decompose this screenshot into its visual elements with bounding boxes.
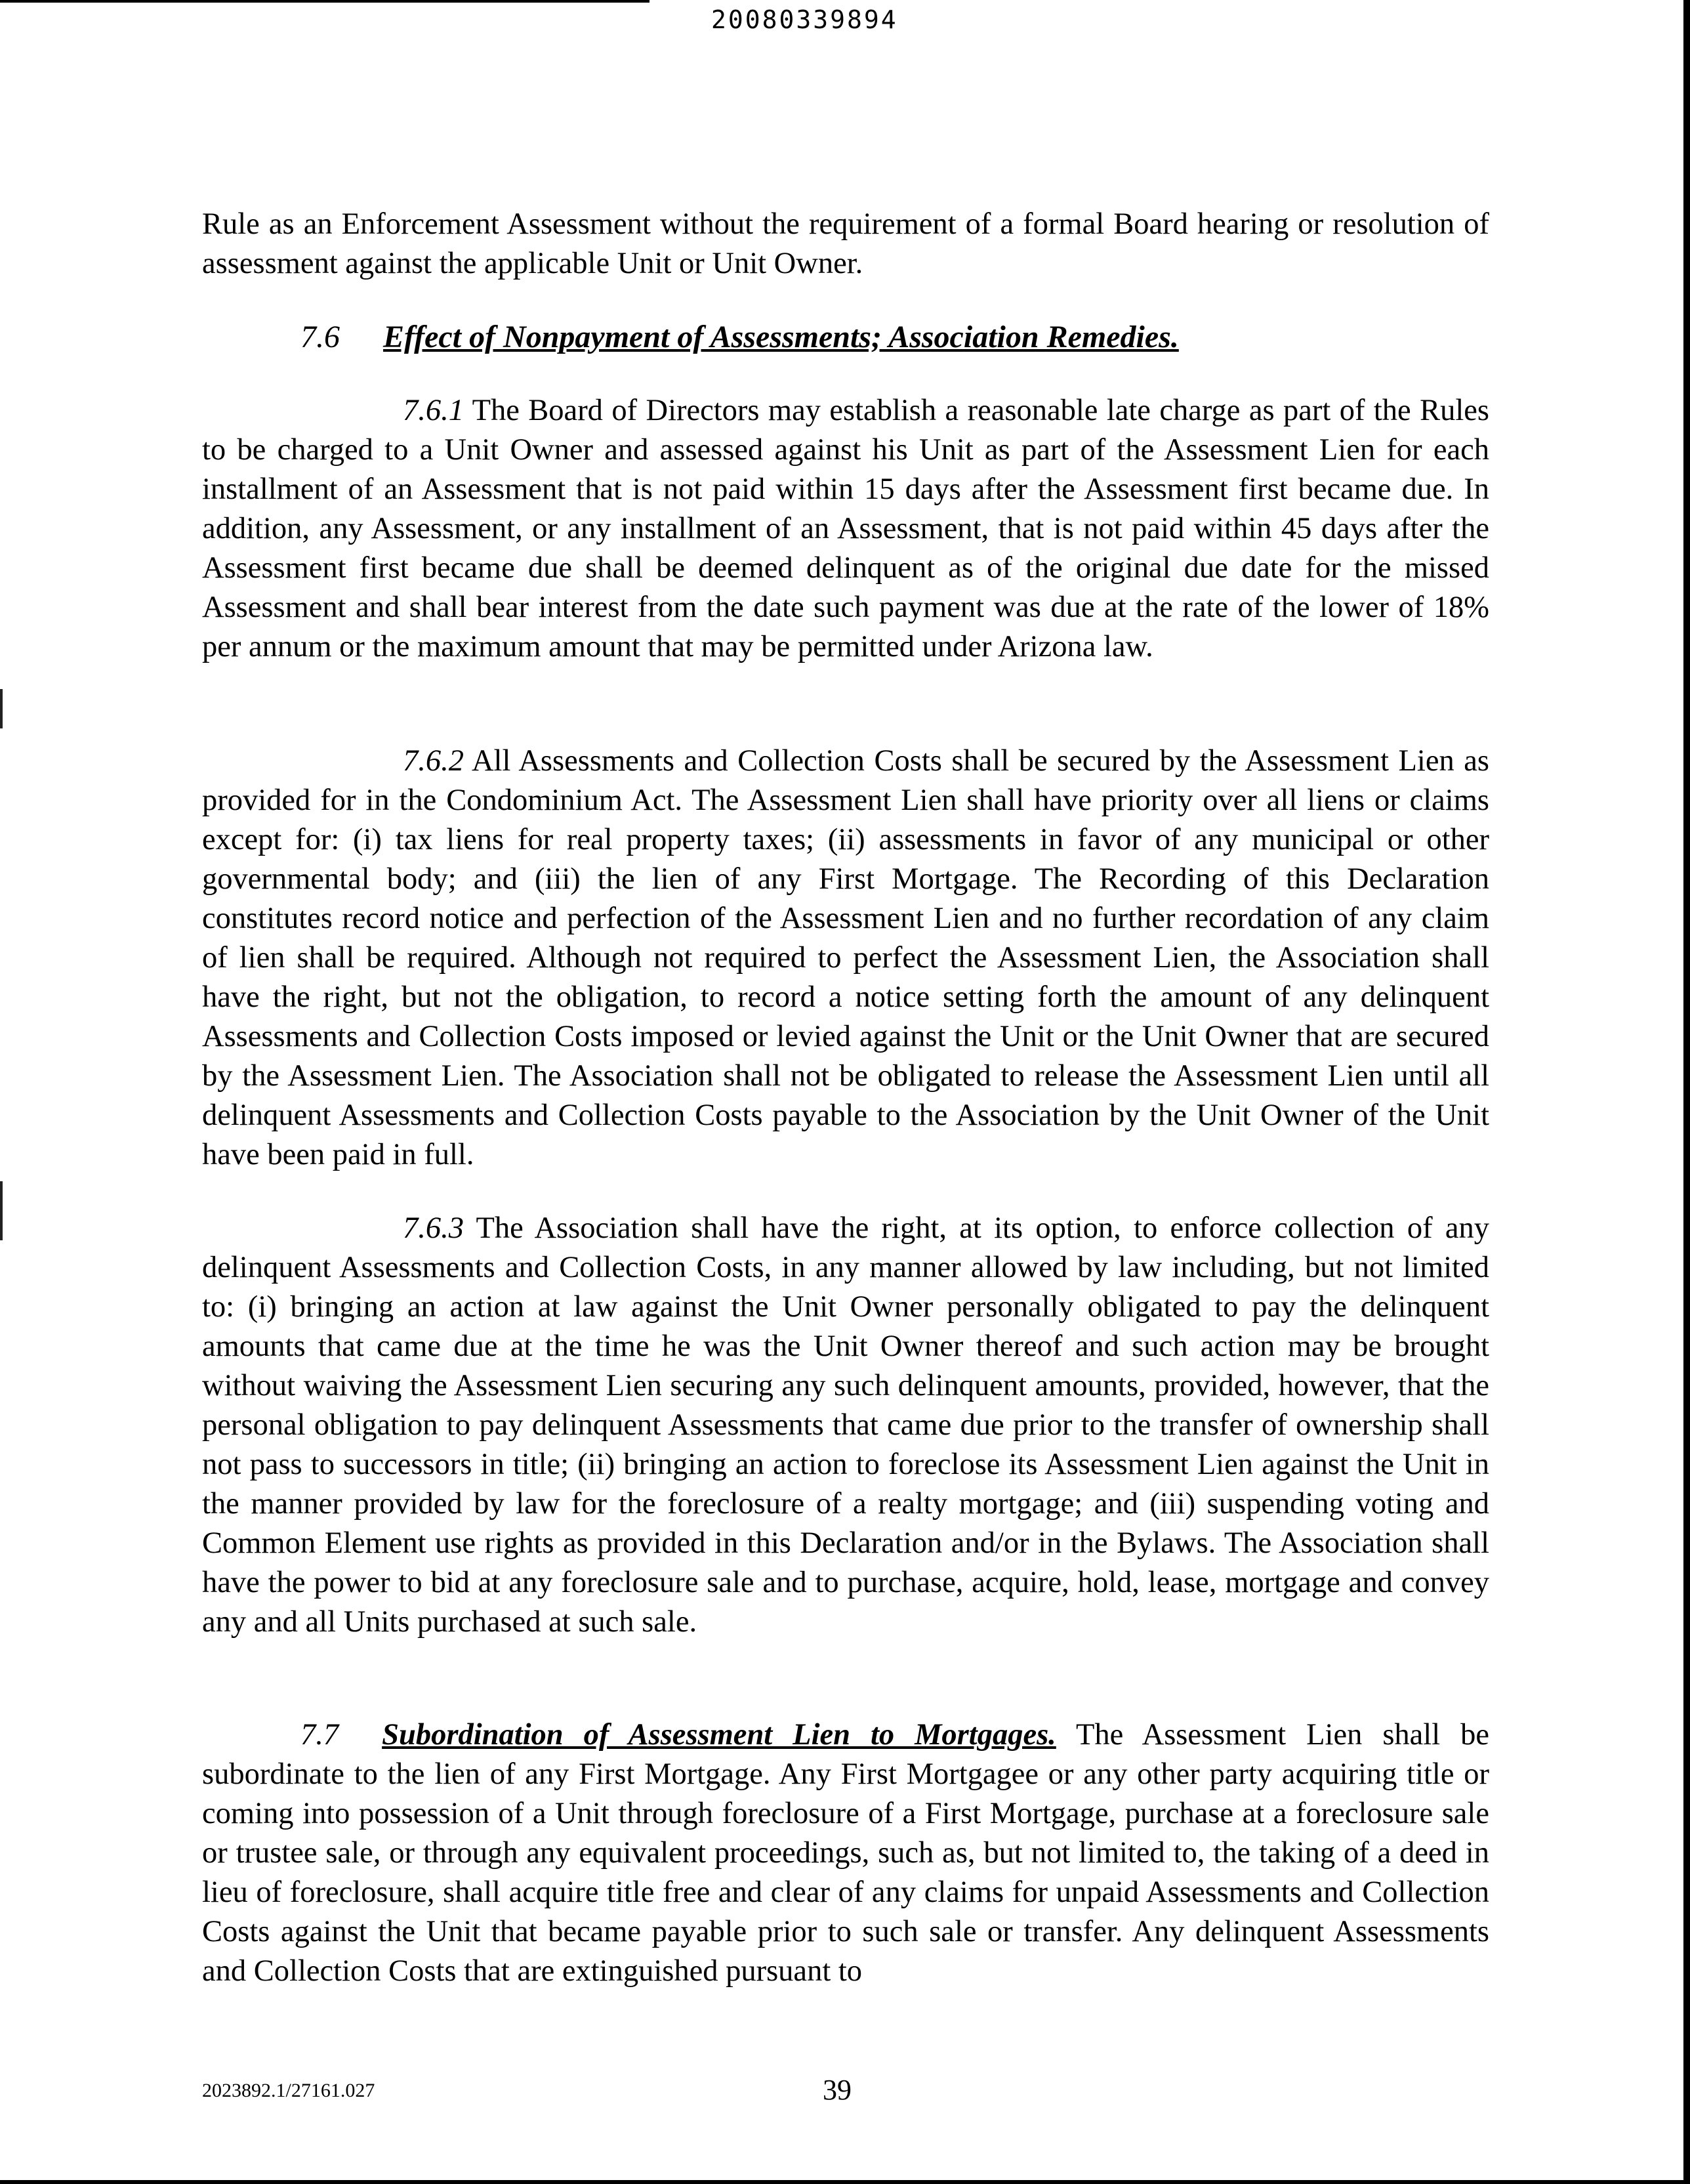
- section-7-6-2: [202, 742, 1489, 1175]
- section-7-6-3: [202, 1209, 1489, 1642]
- subsection-number: 7.6.2: [403, 744, 464, 778]
- continuation-paragraph: [202, 205, 1489, 284]
- section-text: The Assessment Lien shall be subordinate to the lien of any First Mortgage. Any First Mortgagee or any other party acquiring title or coming into possession of a Unit through foreclosure of a First Mortgage, purchase at a foreclosure sale or trustee sale, or through any equivalent proceedings, such as, but not limited to, the taking of a deed in lieu of foreclosure, shall acquire title free and clear of any claims for unpaid Assessments and Collection Costs against the Unit that became payable prior to such sale or transfer. Any delinquent Assessments and Collection Costs that are extinguished pursuant to: [202, 1718, 1489, 1988]
- bottom-scan-border: [0, 2180, 1690, 2184]
- section-7-6-heading: [300, 318, 1179, 357]
- section-title: Subordination of Assessment Lien to Mortgages.: [382, 1718, 1056, 1752]
- continuation-text: Rule as an Enforcement Assessment without the requirement of a formal Board hearing or resolution of assessment against the applicable Unit or Unit Owner.: [202, 207, 1489, 280]
- subsection-text: All Assessments and Collection Costs shall be secured by the Assessment Lien as provided for in the Condominium Act. The Assessment Lien shall have priority over all liens or claims except for: (i) tax liens for real property taxes; (ii) assessments in favor of any municipal or other governmental body; and (iii) the lien of any First Mortgage. The Recording of this Declaration constitutes record notice and perfection of the Assessment Lien and no further recordation of any claim of lien shall be required. Although not required to perfect the Assessment Lien, the Association shall have the right, but not the obligation, to record a notice setting forth the amount of any delinquent Assessments and Collection Costs imposed or levied against the Unit or the Unit Owner that are secured by the Assessment Lien. The Association shall not be obligated to release the Assessment Lien until all delinquent Assessments and Collection Costs payable to the Association by the Unit Owner of the Unit have been paid in full.: [202, 744, 1490, 1171]
- top-rule: [0, 0, 649, 3]
- subsection-text: The Association shall have the right, at its option, to enforce collection of any delinquent Assessments and Collection Costs, in any manner allowed by law including, but not limited to: (i) bringing an action at law against the Unit Owner personally obligated to pay the delinquent amounts that came due at the time he was the Unit Owner thereof and such action may be brought without waiving the Assessment Lien securing any such delinquent amounts, provided, however, that the personal obligation to pay delinquent Assessments that came due prior to the transfer of ownership shall not pass to successors in title; (ii) bringing an action to foreclose its Assessment Lien against the Unit in the manner provided by law for the foreclosure of a realty mortgage; and (iii) suspending voting and Common Element use rights as provided in this Declaration and/or in the Bylaws. The Association shall have the power to bid at any foreclosure sale and to purchase, acquire, hold, lease, mortgage and convey any and all Units purchased at such sale.: [202, 1211, 1489, 1639]
- section-title: Effect of Nonpayment of Assessments; Association Remedies.: [383, 320, 1179, 354]
- recording-number: 20080339894: [711, 5, 898, 34]
- page-number: 39: [823, 2074, 852, 2106]
- subsection-text: The Board of Directors may establish a reasonable late charge as part of the Rules to be charged to a Unit Owner and assessed against his Unit as part of the Assessment Lien for each installment of an Assessment that is not paid within 15 days after the Assessment first became due. In addition, any Assessment, or any installment of an Assessment, that is not paid within 45 days after the Assessment first became due shall be deemed delinquent as of the original due date for the missed Assessment and shall bear interest from the date such payment was due at the rate of the lower of 18% per annum or the maximum amount that may be permitted under Arizona law.: [202, 394, 1489, 663]
- subsection-number: 7.6.1: [403, 394, 464, 427]
- left-scan-mark: [0, 1181, 3, 1240]
- document-code: 2023892.1/27161.027: [202, 2080, 375, 2101]
- section-number: 7.6: [300, 320, 340, 354]
- section-7-7: [202, 1715, 1489, 1991]
- section-number: 7.7: [300, 1718, 339, 1752]
- subsection-number: 7.6.3: [403, 1211, 464, 1245]
- section-7-6-1: [202, 391, 1489, 667]
- left-scan-mark: [0, 689, 3, 728]
- right-scan-border: [1683, 0, 1690, 2184]
